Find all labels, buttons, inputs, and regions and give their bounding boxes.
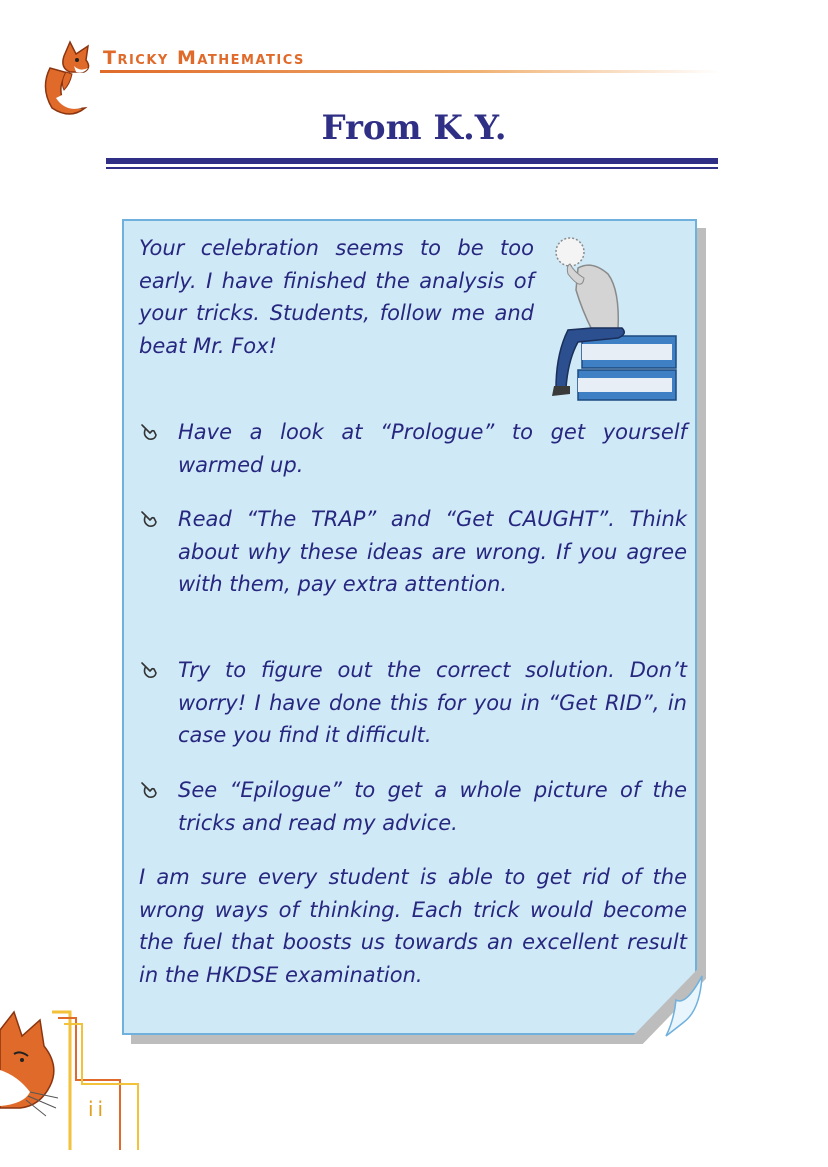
header-rule [100, 70, 720, 73]
title-rule [106, 158, 718, 164]
hand-pointer-icon [139, 780, 159, 800]
fox-mascot-icon [30, 38, 100, 118]
fox-face-icon [0, 1010, 70, 1120]
bullet-text: See “Epilogue” to get a whole picture of the tricks and read my advice. [178, 778, 687, 835]
title-rule-thin [106, 167, 718, 169]
running-header-title: Tricky Mathematics [103, 47, 305, 69]
page-title: From K.Y. [321, 108, 507, 148]
hand-pointer-icon [139, 422, 159, 442]
thinking-man-on-books-icon [548, 230, 683, 405]
page-number: ii [88, 1097, 108, 1121]
intro-paragraph: Your celebration seems to be too early. I have finished the analysis of your tricks. Students, follow me and beat Mr. Fox! [139, 236, 534, 358]
bullet-text: Read “The TRAP” and “Get CAUGHT”. Think about why these ideas are wrong. If you agree with them, pay extra attention. [178, 507, 687, 596]
hand-pointer-icon [139, 660, 159, 680]
hand-pointer-icon [139, 509, 159, 529]
bullet-text: Try to figure out the correct solution. Don’t worry! I have done this for you in “Get RID”, in case you find it difficult. [178, 658, 687, 747]
closing-paragraph: I am sure every student is able to get rid of the wrong ways of thinking. Each trick would become the fuel that boosts us towards an excellent result in the HKDSE examination. [139, 865, 687, 987]
bullet-text: Have a look at “Prologue” to get yourself warmed up. [178, 420, 687, 477]
